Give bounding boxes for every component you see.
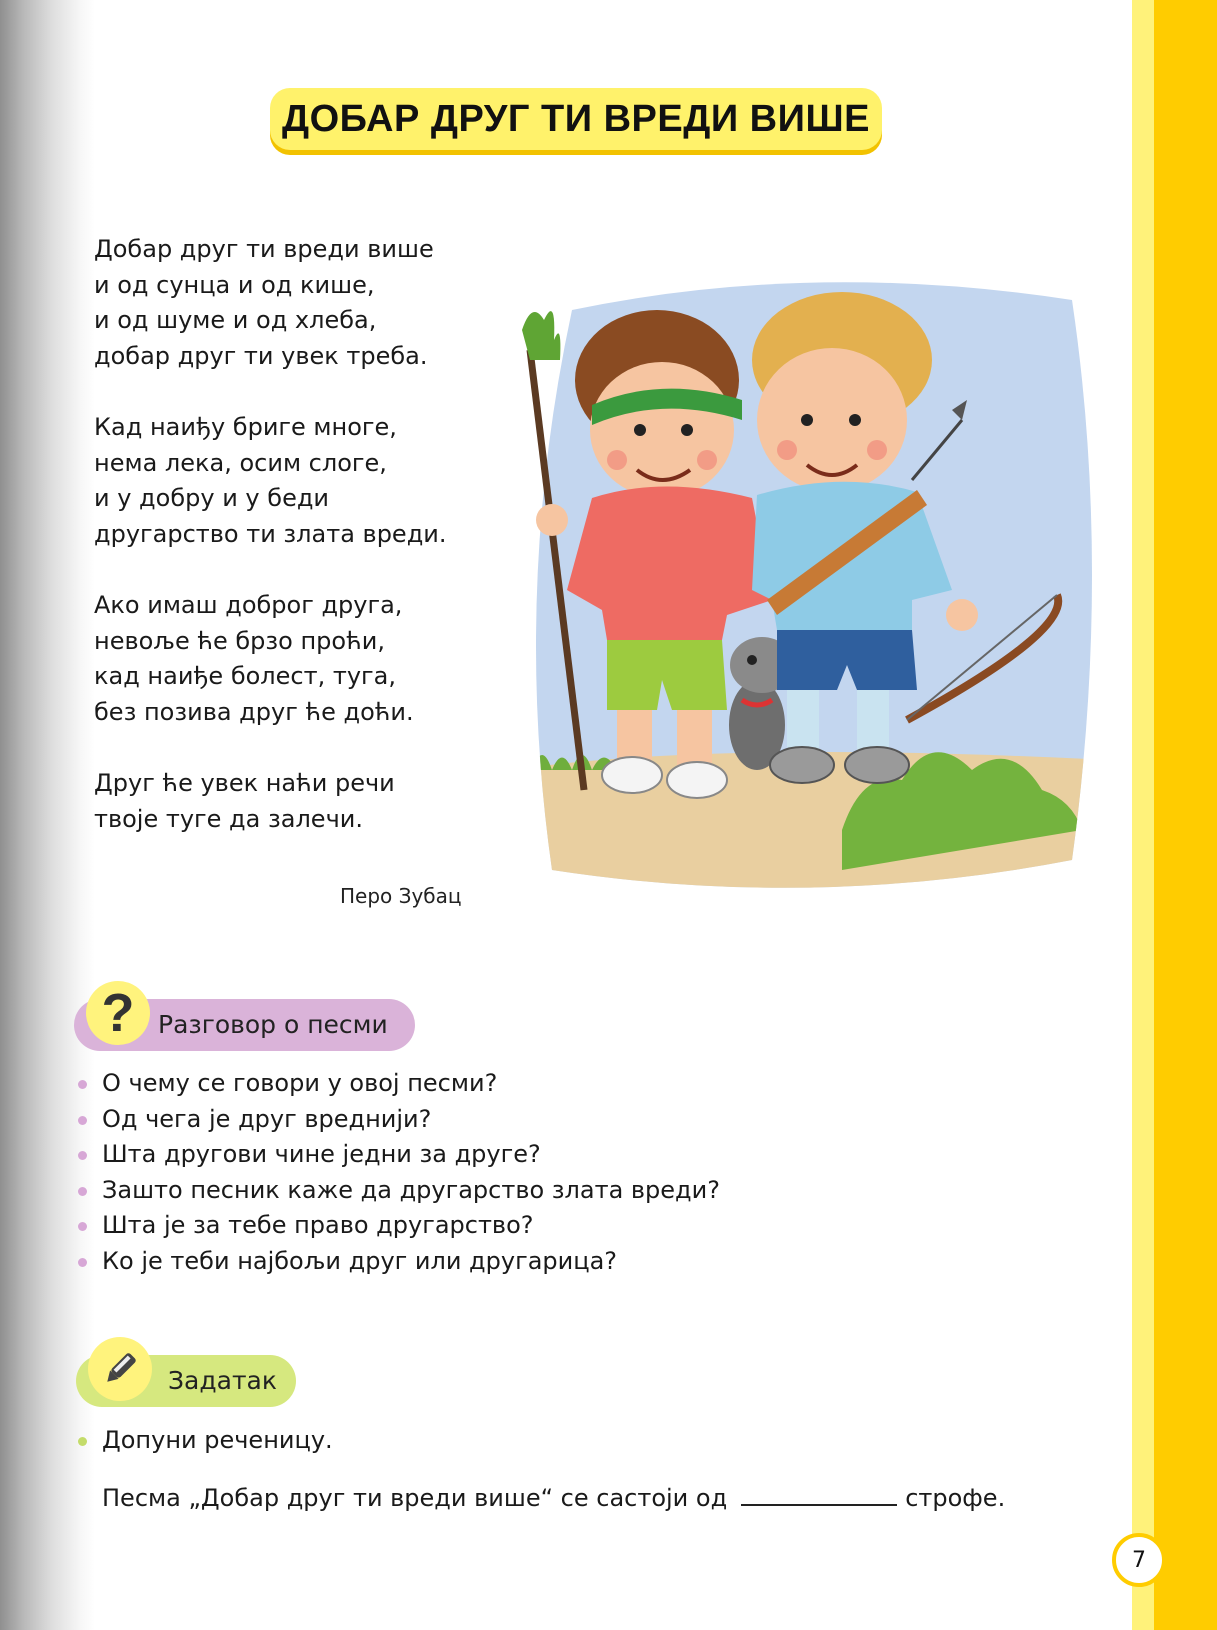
poem-line: Ако имаш доброг друга, [94,591,403,619]
page-title-banner [270,88,882,150]
margin-stripe-light [1132,0,1154,1630]
poem-stanza [94,410,494,552]
page-title: ДОБАР ДРУГ ТИ ВРЕДИ ВИШЕ [282,97,870,140]
poem-line: другарство ти злата вреди. [94,519,447,548]
poem-line: твоје туге да залечи. [94,804,363,833]
poem-line: и од сунца и од кише, [94,270,375,299]
poem-line: невоље ће брзо проћи, [94,626,385,655]
poem-line: и од шуме и од хлеба, [94,306,377,334]
list-item: Од чега је друг вреднији? [78,1102,720,1138]
fill-in-sentence [102,1480,1005,1516]
poem-stanza [94,232,494,374]
list-item: Ко је теби најбољи друг или другарица? [78,1244,720,1280]
conversation-label: Разговор о песми [158,1010,388,1039]
poem-line: Друг ће увек наћи речи [94,769,395,797]
list-item: Зашто песник каже да другарство злата вреди? [78,1173,720,1209]
task-section-header [76,1355,296,1407]
pencil-icon [88,1337,152,1401]
conversation-section-header [74,983,415,1051]
poem-line: нема лека, осим слоге, [94,448,387,477]
list-item: Шта је за тебе право другарство? [78,1208,720,1244]
question-list [78,1066,720,1279]
list-item: Шта другови чине једни за друге? [78,1137,720,1173]
page-number: 7 [1112,1533,1166,1587]
answer-blank[interactable] [741,1482,897,1506]
poem-line: Кад наиђу бриге многе, [94,413,397,441]
two-boys-illustration [512,270,1108,910]
poem-stanza [94,588,494,730]
task-label: Задатак [168,1366,277,1395]
poem-line: кад наиђе болест, туга, [94,662,396,690]
poem-author: Перо Зубац [340,884,462,908]
sentence-end: строфе. [905,1484,1006,1512]
poem-line: без позива друг ће доћи. [94,697,414,726]
poem [94,232,494,873]
poem-line: добар друг ти увек треба. [94,341,428,370]
poem-line: Добар друг ти вреди више [94,235,434,263]
sentence-start: Песма „Добар друг ти вреди више“ се састоји од [102,1484,728,1512]
poem-line: и у добру и у беди [94,484,330,512]
task-instruction: Допуни реченицу. [78,1422,333,1458]
question-mark-icon: ? [86,981,150,1045]
margin-stripe-dark [1154,0,1217,1630]
poem-stanza [94,766,494,837]
list-item: О чему се говори у овој песми? [78,1066,720,1102]
